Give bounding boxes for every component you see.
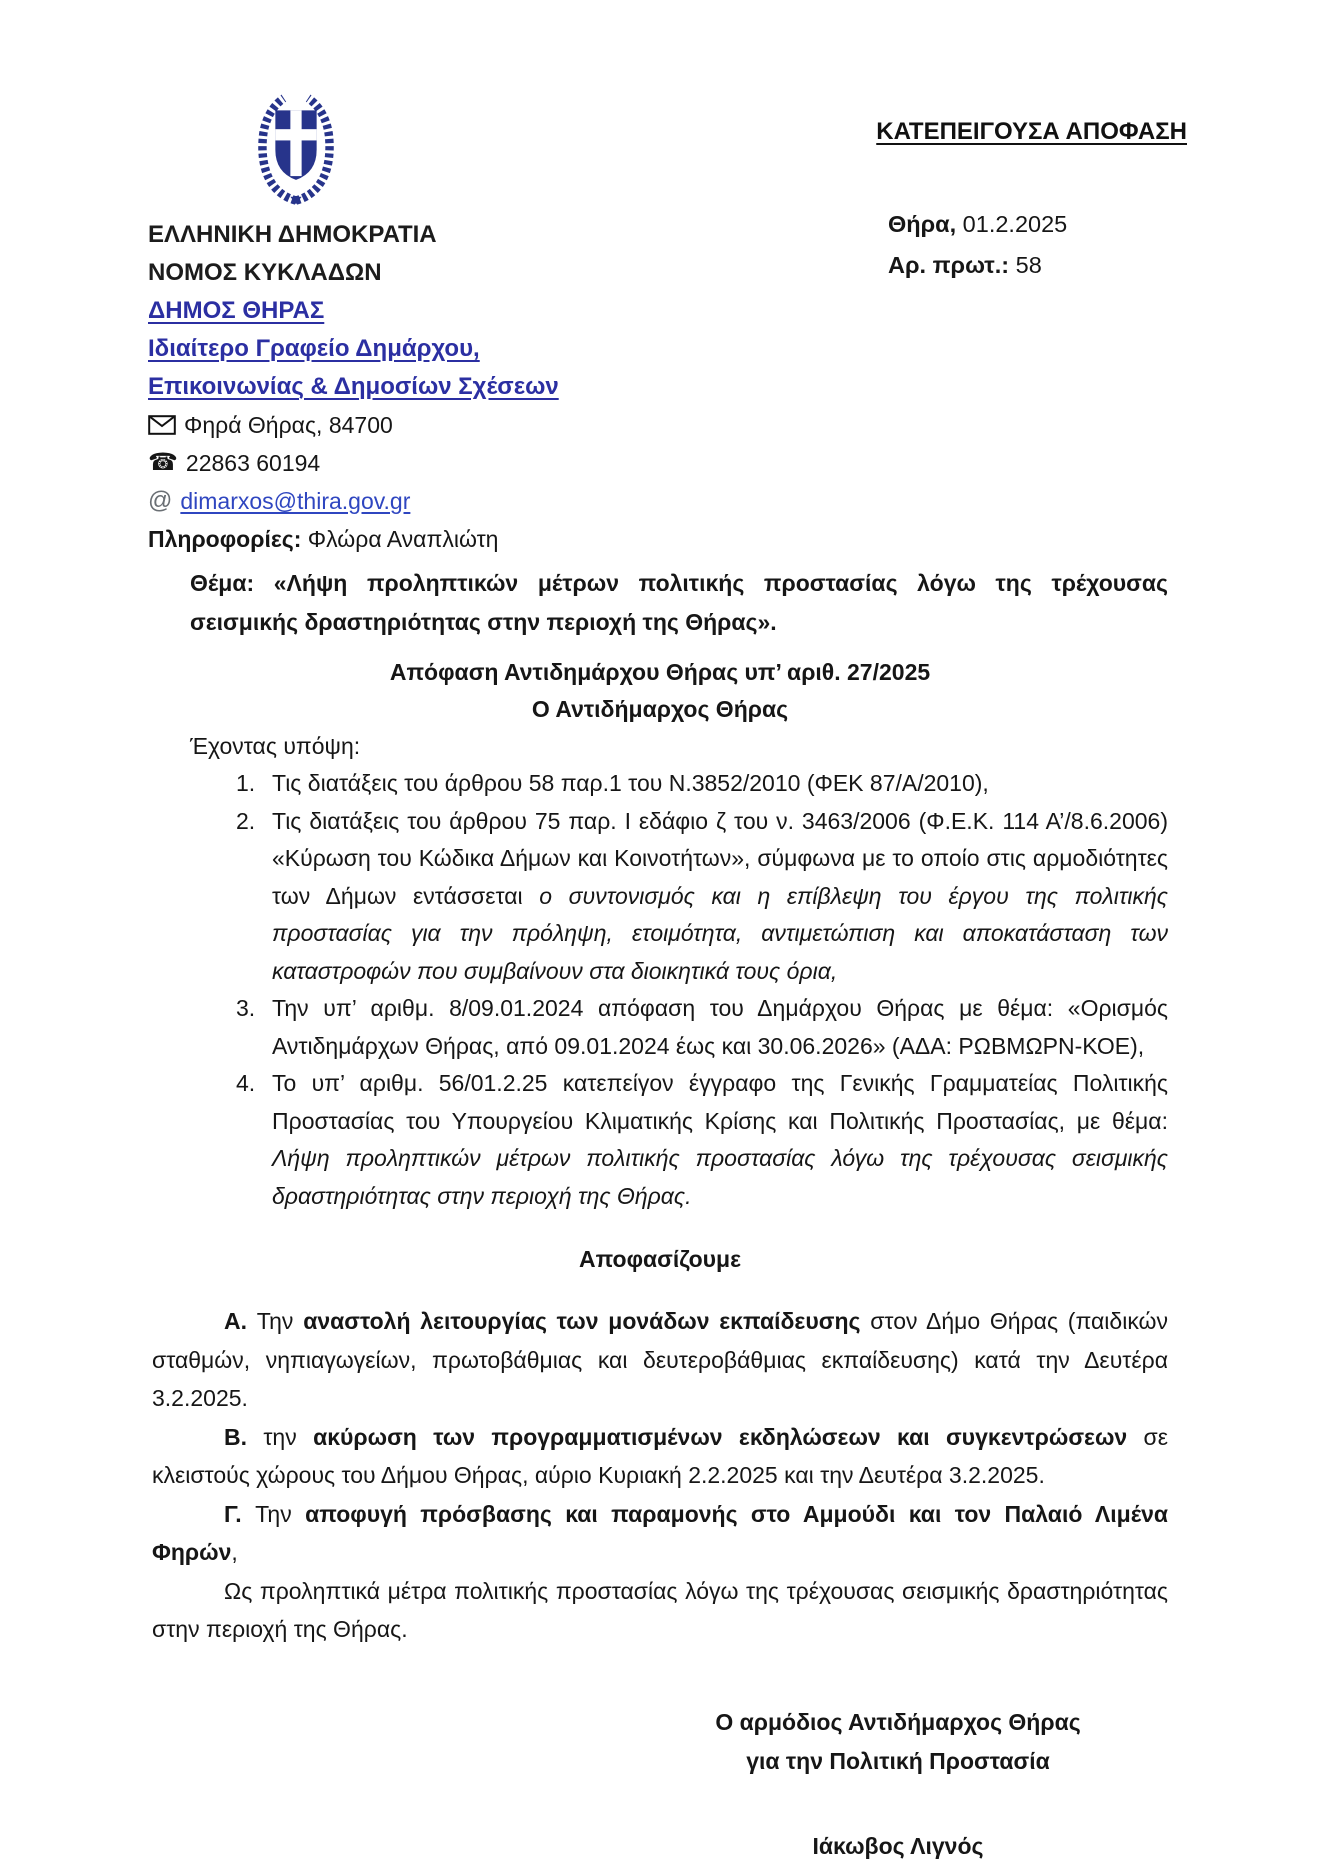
subject-label: Θέμα: [190, 570, 255, 596]
list-item-number: 1. [236, 770, 256, 796]
signatory-name: Ιάκωβος Λιγνός [812, 1832, 984, 1859]
letter-body [0, 564, 1320, 1865]
text-run: σε κλειστούς χώρους του Δήμου Θήρας, αύριο Κυριακή 2.2.2025 και την Δευτέρα 3.2.2025. [152, 1423, 1168, 1488]
text-run: Τις διατάξεις του άρθρου 58 παρ.1 του Ν.3852/2010 (ΦΕΚ 87/Α/2010), [272, 770, 989, 796]
coat-of-arms-icon [248, 86, 344, 208]
office-title-line1: Ιδιαίτερο Γραφείο Δημάρχου, [148, 335, 480, 362]
decision-paragraph [152, 1302, 1168, 1418]
signature-block [628, 1703, 1168, 1865]
text-run: Γ. [224, 1500, 256, 1527]
place-label: Θήρα, [888, 211, 957, 237]
having-regard-list [152, 765, 1168, 1215]
email-line [148, 482, 559, 520]
address-line [148, 406, 559, 444]
office-title-line2: Επικοινωνίας & Δημοσίων Σχέσεων [148, 373, 559, 400]
list-item-text [272, 765, 1168, 803]
text-run: Την [256, 1308, 304, 1334]
info-label: Πληροφορίες: [148, 526, 302, 552]
telephone-icon: ☎ [148, 449, 178, 476]
signature-title-line1: Ο αρμόδιος Αντιδήμαρχος Θήρας [715, 1708, 1081, 1735]
signature-title-line2: για την Πολιτική Προστασία [746, 1747, 1050, 1774]
subject-paragraph [190, 564, 1168, 642]
phone-line [148, 444, 559, 482]
text-run: Τις διατάξεις του άρθρου 75 παρ. Ι εδάφιο ζ του ν. 3463/2006 (Φ.Ε.Κ. 114 Α’/8.6.2006) «Κύρωση του Κώδικα Δήμων και Κοινοτήτων», σύμφωνα με το οποίο στις αρμοδιότητες των Δήμων εντάσσεται [272, 807, 1168, 909]
date-value: 01.2.2025 [956, 211, 1068, 237]
decision-paragraph [152, 1495, 1168, 1572]
decision-title-line1: Απόφαση Αντιδημάρχου Θήρας υπ’ αριθ. 27/2025 [389, 659, 931, 685]
text-run: αποφυγή πρόσβασης και παραμονής στο Αμμούδι και τον Παλαιό Λιμένα Φηρών [152, 1500, 1169, 1565]
having-regard-item [152, 990, 1168, 1065]
text-run: αναστολή λειτουργίας των μονάδων εκπαίδευσης [303, 1308, 861, 1334]
subject-text: «Λήψη προληπτικών μέτρων πολιτικής προστασίας λόγω της τρέχουσας σεισμικής δραστηριότητας στην περιοχή της Θήρας». [190, 570, 1168, 635]
list-item-text [272, 990, 1168, 1065]
text-run: ακύρωση των προγραμματισμένων εκδηλώσεων και συγκεντρώσεων [313, 1423, 1128, 1450]
decisions-section [152, 1302, 1168, 1649]
list-item-number: 2. [236, 807, 256, 834]
decide-heading: Αποφασίζουμε [578, 1246, 742, 1272]
text-run: Το υπ’ αριθμ. 56/01.2.25 κατεπείγον έγγραφο της Γενικής Γραμματείας Πολιτικής Προστασίας του Υπουργείου Κλιματικής Κρίσης και Πολιτικής Προστασίας, με θέμα: [272, 1070, 1168, 1134]
place-date-line [888, 204, 1067, 245]
protocol-line [888, 245, 1067, 286]
text-run: στον Δήμο Θήρας (παιδικών σταθμών, νηπιαγωγείων, πρωτοβάθμιας και δευτεροβάθμιας εκπαίδευσης) κατά την Δευτέρα 3.2.2025. [152, 1308, 1169, 1411]
envelope-icon [148, 415, 176, 435]
having-regard-item [152, 1065, 1168, 1215]
having-regard-item [152, 765, 1168, 803]
prefecture-title: ΝΟΜΟΣ ΚΥΚΛΑΔΩΝ [148, 259, 382, 286]
municipality-title: ΔΗΜΟΣ ΘΗΡΑΣ [148, 297, 325, 324]
phone-number: 22863 60194 [185, 450, 321, 476]
list-item-number: 4. [236, 1070, 256, 1096]
info-line [148, 520, 559, 558]
text-run: , [231, 1539, 238, 1565]
text-run: Την [255, 1500, 306, 1527]
greek-coat-of-arms-emblem [248, 86, 344, 208]
having-regard-item [152, 803, 1168, 991]
text-run: Β. [224, 1423, 264, 1450]
email-link[interactable]: dimarxos@thira.gov.gr [180, 488, 411, 514]
protocol-number: 58 [1009, 252, 1042, 278]
text-run: την [263, 1423, 314, 1450]
list-item-text [272, 1065, 1168, 1215]
reference-block [888, 204, 1067, 286]
text-run: ο συντονισμός και η επίβλεψη του έργου της πολιτικής προστασίας για την πρόληψη, ετοιμότητα, αντιμετώπιση και αποκατάσταση των καταστροφών που συμβαίνουν στα διοικητικά τους όρια, [272, 882, 1168, 984]
text-run: Την υπ’ αριθμ. 8/09.01.2024 απόφαση του Δημάρχου Θήρας με θέμα: «Ορισμός Αντιδημάρχων Θήρας, από 09.01.2024 έως και 30.06.2026» (ΑΔΑ: ΡΩΒΜΩΡΝ-ΚΟΕ), [272, 995, 1168, 1059]
decision-title-line2: Ο Αντιδήμαρχος Θήρας [531, 696, 789, 722]
urgency-label: ΚΑΤΕΠΕΙΓΟΥΣΑ ΑΠΟΦΑΣΗ [876, 118, 1187, 145]
text-run: Α. [224, 1308, 257, 1334]
decision-paragraph [152, 1572, 1168, 1649]
having-regard-intro: Έχοντας υπόψη: [190, 733, 361, 759]
protocol-label: Αρ. πρωτ.: [888, 252, 1010, 278]
address-text: Φηρά Θήρας, 84700 [184, 412, 393, 438]
decision-paragraph [152, 1418, 1168, 1495]
info-value: Φλώρα Αναπλιώτη [301, 526, 499, 552]
list-item-text [272, 803, 1168, 991]
text-run: Λήψη προληπτικών μέτρων πολιτικής προστασίας λόγω της τρέχουσας σεισμικής δραστηριότητας στην περιοχή της Θήρας. [272, 1145, 1168, 1209]
letter-header [0, 0, 1320, 558]
letterhead [148, 86, 559, 558]
list-item-number: 3. [236, 995, 256, 1021]
text-run: Ως προληπτικά μέτρα πολιτικής προστασίας λόγω της τρέχουσας σεισμικής δραστηριότητας στην περιοχή της Θήρας. [152, 1577, 1168, 1642]
at-sign-icon: @ [148, 487, 173, 514]
republic-title: ΕΛΛΗΝΙΚΗ ΔΗΜΟΚΡΑΤΙΑ [148, 221, 437, 248]
